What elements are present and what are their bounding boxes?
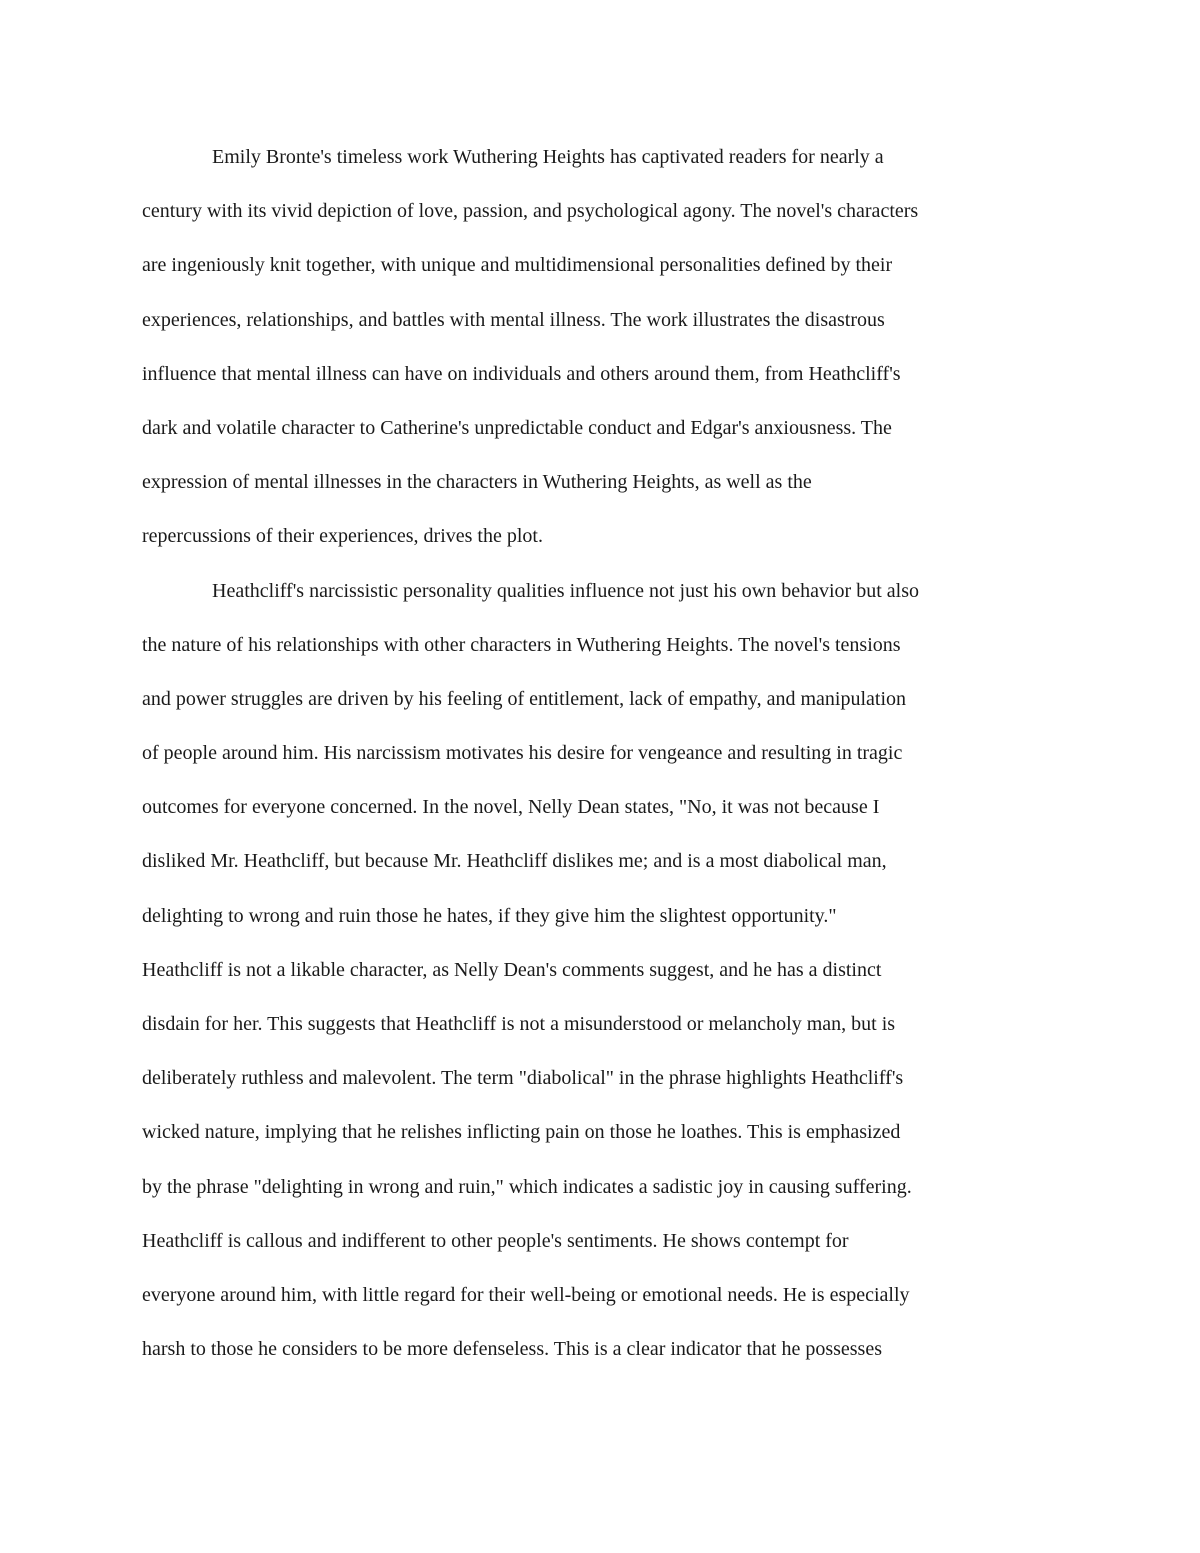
text-line: harsh to those he considers to be more defenseless. This is a clear indicator that he possesses <box>142 1338 882 1361</box>
text-line: Emily Bronte's timeless work Wuthering Heights has captivated readers for nearly a <box>212 146 884 168</box>
text-line: wicked nature, implying that he relishes inflicting pain on those he loathes. This is emphasized <box>142 1121 901 1144</box>
text-line: repercussions of their experiences, drives the plot. <box>142 525 543 548</box>
text-line: the nature of his relationships with other characters in Wuthering Heights. The novel's tensions <box>142 633 901 656</box>
text-line: are ingeniously knit together, with unique and multidimensional personalities defined by their <box>142 254 893 277</box>
paragraph-1 <box>142 130 1087 564</box>
text-line: everyone around him, with little regard for their well-being or emotional needs. He is especially <box>142 1283 910 1306</box>
text-line: expression of mental illnesses in the characters in Wuthering Heights, as well as the <box>142 471 812 494</box>
text-line: delighting to wrong and ruin those he hates, if they give him the slightest opportunity." <box>142 904 837 927</box>
text-line: dark and volatile character to Catherine's unpredictable conduct and Edgar's anxiousness. The <box>142 416 892 439</box>
text-line: Heathcliff's narcissistic personality qualities influence not just his own behavior but also <box>212 579 919 602</box>
text-line: by the phrase "delighting in wrong and ruin," which indicates a sadistic joy in causing suffering. <box>142 1175 912 1198</box>
text-line: disdain for her. This suggests that Heathcliff is not a misunderstood or melancholy man, but is <box>142 1013 896 1035</box>
text-line: outcomes for everyone concerned. In the novel, Nelly Dean states, "No, it was not because I <box>142 796 880 819</box>
text-line: Heathcliff is callous and indifferent to other people's sentiments. He shows contempt for <box>142 1229 849 1252</box>
text-line: of people around him. His narcissism motivates his desire for vengeance and resulting in tragic <box>142 742 903 765</box>
text-line: Heathcliff is not a likable character, as Nelly Dean's comments suggest, and he has a distinct <box>142 958 882 981</box>
text-line: century with its vivid depiction of love, passion, and psychological agony. The novel's characters <box>142 200 919 223</box>
paragraph-2 <box>142 564 1087 1377</box>
text-line: disliked Mr. Heathcliff, but because Mr. Heathcliff dislikes me; and is a most diabolical man, <box>142 850 887 873</box>
text-line: deliberately ruthless and malevolent. The term "diabolical" in the phrase highlights Heathcliff's <box>142 1067 904 1090</box>
text-line: experiences, relationships, and battles with mental illness. The work illustrates the disastrous <box>142 308 885 331</box>
text-line: and power struggles are driven by his feeling of entitlement, lack of empathy, and manipulation <box>142 687 907 710</box>
document-body <box>142 130 1087 1376</box>
text-line: influence that mental illness can have on individuals and others around them, from Heathcliff's <box>142 362 901 385</box>
